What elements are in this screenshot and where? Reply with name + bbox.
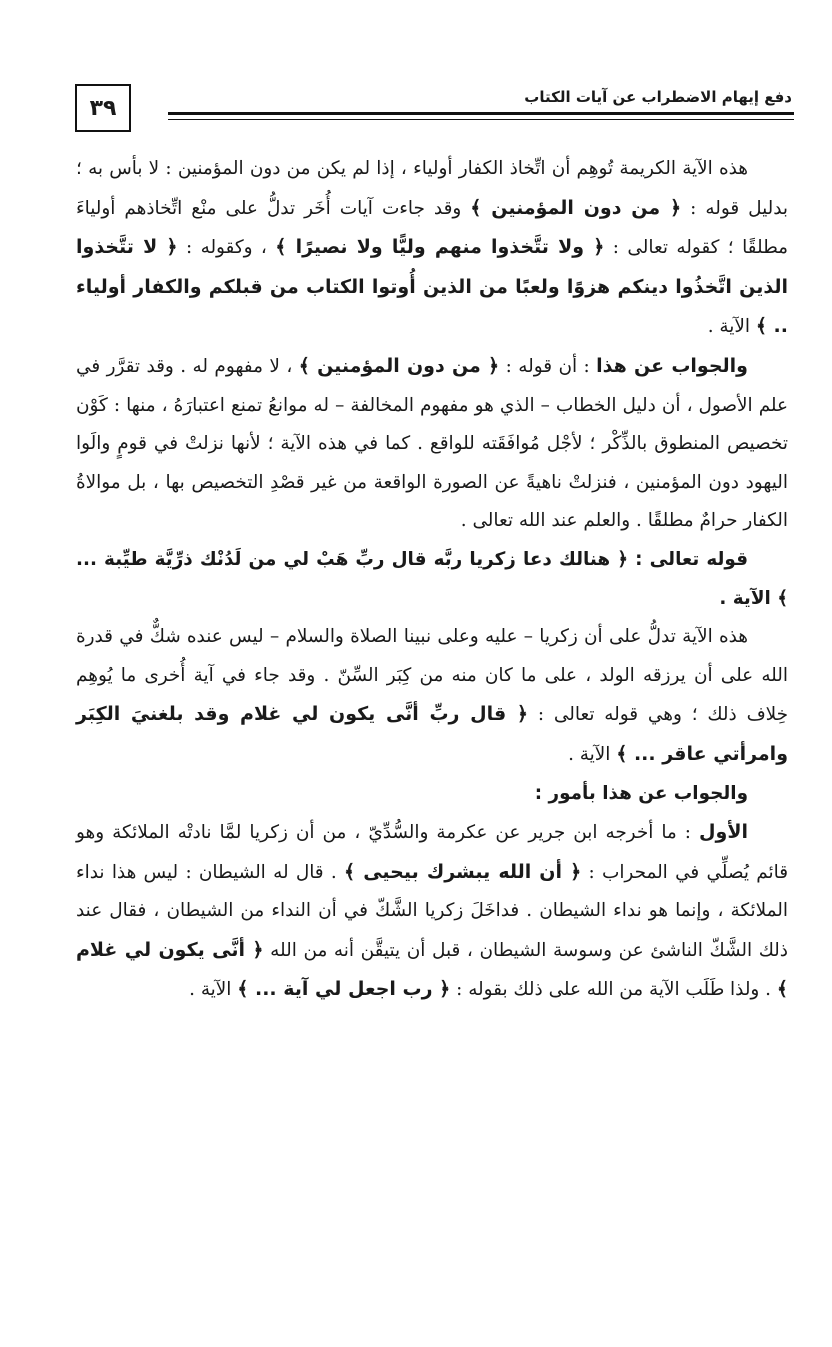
verse-heading: قوله تعالى : ﴿ هنالك دعا زكريا ربَّه قال ربِّ هَبْ لي من لَدُنْك ذرِّيَّة طيِّبة ... ﴾ الآية . xyxy=(76,548,788,609)
answer-lead: والجواب عن هذا xyxy=(596,354,748,377)
text: الآية . xyxy=(189,979,238,1001)
text: هذه الآية الكريمة تُوهِم أن اتِّخاذ الكفار أولياء ، إذا لم يكن من دون المؤمنين : لا بأس به ؛ بدليل قوله : xyxy=(76,158,789,219)
text: ، لا مفهوم له . وقد تقرَّر في علم الأصول ، أن دليل الخطاب – الذي هو مفهوم المخالفة – له موانعُ تمنع اعتبارَهُ ، منها : كَوْن تخصيص المنطوق بالذِّكْر ؛ لأجْل مُوافَقَته للواقع . كما في هذه الآية ؛ لأنها نزلتْ في قومٍ والَوا اليهود دون المؤمنين ، فنزلتْ ناهيةً عن الصورة الواقعة من غير قصْدِ التخصيص بها ، بل موالاةُ الكفار حرامٌ مطلقًا . والعلم عند الله تعالى . xyxy=(76,355,788,532)
quran-quote: ﴿ من دون المؤمنين ﴾ xyxy=(298,354,500,377)
quran-quote: ﴿ أنَّى يكون لي غلام ﴾ xyxy=(76,938,788,1001)
quran-quote: ﴿ من دون المؤمنين ﴾ xyxy=(470,196,682,219)
page-number: ٣٩ xyxy=(75,84,131,132)
text: الآية . xyxy=(568,743,617,765)
text: : ما أخرجه ابن جرير عن عكرمة والسُّدِّيّ ، من أن زكريا لمَّا نادتْه الملائكة وهو قائم يُصلِّي في المحراب : xyxy=(76,822,789,883)
text: الآية . xyxy=(707,316,756,338)
quran-quote: ﴿ قال ربِّ أنَّى يكون لي غلام وقد بلغنيَ الكِبَر وامرأتي عاقر ... ﴾ xyxy=(76,703,788,765)
quran-quote: ﴿ لا تتَّخذوا الذين اتَّخذُوا دينكم هزوًا ولعبًا من الذين أُوتوا الكتاب من قبلكم والكفار أولياء .. ﴾ xyxy=(76,236,788,338)
header-rule-thick xyxy=(168,112,794,115)
text: هذه الآية تدلُّ على أن زكريا – عليه وعلى نبينا الصلاة والسلام – ليس عنده شكٌّ في قدرة الله على أن يرزقه الولد ، على ما كان منه من كِبَر السِّنّ . وقد جاء في آية أُخرى ما يُوهِم خِلاف ذلك ؛ وهي قوله تعالى : xyxy=(76,626,789,726)
paragraph-6 xyxy=(76,813,788,1010)
text: . ولذا طَلَب الآية من الله على ذلك بقوله : xyxy=(450,979,777,1001)
text: وقد جاءت آيات أُخَر تدلُّ على منْع اتِّخاذهم أولياءَ مطلقًا ؛ كقوله تعالى : xyxy=(76,197,789,259)
first-point-lead: الأول xyxy=(699,821,748,844)
running-title: دفع إيهام الاضطراب عن آيات الكتاب xyxy=(524,88,792,106)
paragraph-1 xyxy=(76,150,788,347)
paragraph-4 xyxy=(76,618,788,774)
quran-quote: ﴿ ولا تتَّخذوا منهم وليًّا ولا نصيرًا ﴾ xyxy=(275,236,605,259)
header-rule-thin xyxy=(168,119,794,120)
quran-quote: ﴿ رب اجعل لي آية ... ﴾ xyxy=(237,978,451,1001)
text: ، وكقوله : xyxy=(177,237,276,259)
text: : أن قوله : xyxy=(499,355,597,377)
text: . قال له الشيطان : ليس هذا نداء الملائكة ، وإنما هو نداء الشيطان . فداخَلَ زكريا الشَّكّ في أن النداء من الشيطان ، فقال عند ذلك الشَّكّ الناشئ عن وسوسة الشيطان ، قبل أن يتيقَّن أنه من الله xyxy=(76,861,788,961)
page-body xyxy=(76,150,788,1010)
page-header xyxy=(0,0,832,150)
paragraph-2 xyxy=(76,347,788,541)
quran-quote: ﴿ أن الله يبشرك بيحيى ﴾ xyxy=(344,860,582,883)
answer-heading: والجواب عن هذا بأمور : xyxy=(534,782,748,804)
